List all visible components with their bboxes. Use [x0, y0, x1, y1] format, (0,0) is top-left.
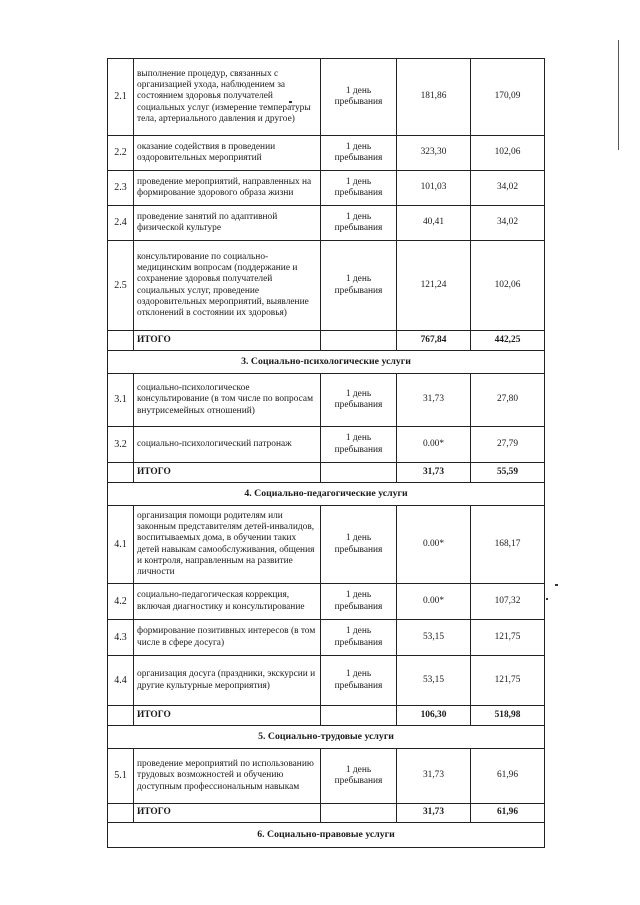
unit-empty: [321, 706, 397, 726]
table-row: [108, 506, 545, 584]
tariff-value-1: 101,03: [397, 171, 471, 206]
row-number: 2.1: [108, 59, 134, 136]
service-name: проведение занятий по адаптивной физической культуре: [134, 206, 321, 241]
scan-edge-mark: [618, 40, 619, 150]
row-number-empty: [108, 331, 134, 351]
tariff-value-2: 27,80: [471, 374, 545, 427]
total-value-2: 442,25: [471, 331, 545, 351]
section-title: 6. Социально-правовые услуги: [108, 823, 545, 848]
tariff-value-2: 102,06: [471, 241, 545, 331]
row-number: 2.4: [108, 206, 134, 241]
table-row: [108, 427, 545, 463]
tariff-value-2: 121,75: [471, 620, 545, 656]
total-row: [108, 706, 545, 726]
tariff-value-2: 34,02: [471, 206, 545, 241]
table-row: [108, 620, 545, 656]
service-name: социально-психологическое консультирование (в том числе по вопросам внутрисемейных отношений): [134, 374, 321, 427]
unit-of-measure: 1 день пребывания: [321, 620, 397, 656]
row-number: 3.1: [108, 374, 134, 427]
section-title: 5. Социально-трудовые услуги: [108, 726, 545, 749]
table-row: [108, 374, 545, 427]
service-name: проведение мероприятий, направленных на формирование здорового образа жизни: [134, 171, 321, 206]
total-value-1: 31,73: [397, 463, 471, 483]
section-title: 3. Социально-психологические услуги: [108, 351, 545, 374]
unit-of-measure: 1 день пребывания: [321, 59, 397, 136]
section-title: 4. Социально-педагогические услуги: [108, 483, 545, 506]
unit-of-measure: 1 день пребывания: [321, 171, 397, 206]
total-value-1: 767,84: [397, 331, 471, 351]
table-row: [108, 206, 545, 241]
service-name: формирование позитивных интересов (в том числе в сфере досуга): [134, 620, 321, 656]
row-number-empty: [108, 804, 134, 823]
total-value-2: 55,59: [471, 463, 545, 483]
unit-of-measure: 1 день пребывания: [321, 374, 397, 427]
row-number: 4.3: [108, 620, 134, 656]
row-number: 4.2: [108, 584, 134, 620]
unit-of-measure: 1 день пребывания: [321, 656, 397, 706]
tariff-value-1: 0.00*: [397, 427, 471, 463]
row-number: 3.2: [108, 427, 134, 463]
total-value-1: 31,73: [397, 804, 471, 823]
tariff-value-2: 107,32: [471, 584, 545, 620]
table-row: [108, 749, 545, 804]
table-row: [108, 584, 545, 620]
scan-speck: [546, 598, 548, 600]
row-number-empty: [108, 463, 134, 483]
table-row: [108, 656, 545, 706]
total-label: ИТОГО: [134, 804, 321, 823]
service-name: социально-педагогическая коррекция, включая диагностику и консультирование: [134, 584, 321, 620]
unit-empty: [321, 804, 397, 823]
unit-of-measure: 1 день пребывания: [321, 506, 397, 584]
scan-speck: [555, 584, 558, 586]
service-name: организация досуга (праздники, экскурсии и другие культурные мероприятия): [134, 656, 321, 706]
tariff-value-2: 170,09: [471, 59, 545, 136]
tariff-value-2: 34,02: [471, 171, 545, 206]
tariff-value-1: 0.00*: [397, 506, 471, 584]
tariff-value-1: 181,86: [397, 59, 471, 136]
total-row: [108, 463, 545, 483]
tariff-value-1: 53,15: [397, 620, 471, 656]
tariff-value-2: 61,96: [471, 749, 545, 804]
table-row: [108, 59, 545, 136]
tariff-value-2: 27,79: [471, 427, 545, 463]
unit-of-measure: 1 день пребывания: [321, 206, 397, 241]
unit-of-measure: 1 день пребывания: [321, 427, 397, 463]
table-row: [108, 171, 545, 206]
tariff-value-1: 40,41: [397, 206, 471, 241]
tariff-value-2: 102,06: [471, 136, 545, 171]
section-header-row: [108, 351, 545, 374]
table-row: [108, 136, 545, 171]
total-value-2: 61,96: [471, 804, 545, 823]
tariff-value-1: 31,73: [397, 749, 471, 804]
row-number: 5.1: [108, 749, 134, 804]
unit-empty: [321, 331, 397, 351]
row-number: 4.4: [108, 656, 134, 706]
total-row: [108, 331, 545, 351]
section-header-row: [108, 726, 545, 749]
service-name: оказание содействия в проведении оздоровительных мероприятий: [134, 136, 321, 171]
unit-of-measure: 1 день пребывания: [321, 136, 397, 171]
total-label: ИТОГО: [134, 463, 321, 483]
total-label: ИТОГО: [134, 331, 321, 351]
total-value-2: 518,98: [471, 706, 545, 726]
service-name: выполнение процедур, связанных с организацией ухода, наблюдением за состоянием здоровья получателей социальных услуг (измерение температуры тела, артериального давления и другое): [134, 59, 321, 136]
service-name: консультирование по социально-медицинским вопросам (поддержание и сохранение здоровья получателей социальных услуг, проведение оздоровительных мероприятий, выявление отклонений в состоянии их здоровья): [134, 241, 321, 331]
section-header-row: [108, 483, 545, 506]
total-row: [108, 804, 545, 823]
row-number: 2.2: [108, 136, 134, 171]
row-number: 2.5: [108, 241, 134, 331]
section-header-row: [108, 823, 545, 848]
table-body: [108, 59, 545, 848]
tariff-value-2: 168,17: [471, 506, 545, 584]
unit-of-measure: 1 день пребывания: [321, 749, 397, 804]
tariff-value-1: 0.00*: [397, 584, 471, 620]
service-name: проведение мероприятий по использованию трудовых возможностей и обучению доступным профессиональным навыкам: [134, 749, 321, 804]
service-name: социально-психологический патронаж: [134, 427, 321, 463]
tariff-value-1: 31,73: [397, 374, 471, 427]
tariff-value-2: 121,75: [471, 656, 545, 706]
total-value-1: 106,30: [397, 706, 471, 726]
total-label: ИТОГО: [134, 706, 321, 726]
row-number: 2.3: [108, 171, 134, 206]
service-name: организация помощи родителям или законным представителям детей-инвалидов, воспитываемых дома, в обучении таких детей навыкам самообслуживания, общения и контроля, направленным на развитие личности: [134, 506, 321, 584]
unit-of-measure: 1 день пребывания: [321, 584, 397, 620]
row-number: 4.1: [108, 506, 134, 584]
services-tariff-table: [107, 58, 545, 848]
unit-of-measure: 1 день пребывания: [321, 241, 397, 331]
unit-empty: [321, 463, 397, 483]
tariff-value-1: 53,15: [397, 656, 471, 706]
tariff-value-1: 323,30: [397, 136, 471, 171]
tariff-value-1: 121,24: [397, 241, 471, 331]
row-number-empty: [108, 706, 134, 726]
table-row: [108, 241, 545, 331]
